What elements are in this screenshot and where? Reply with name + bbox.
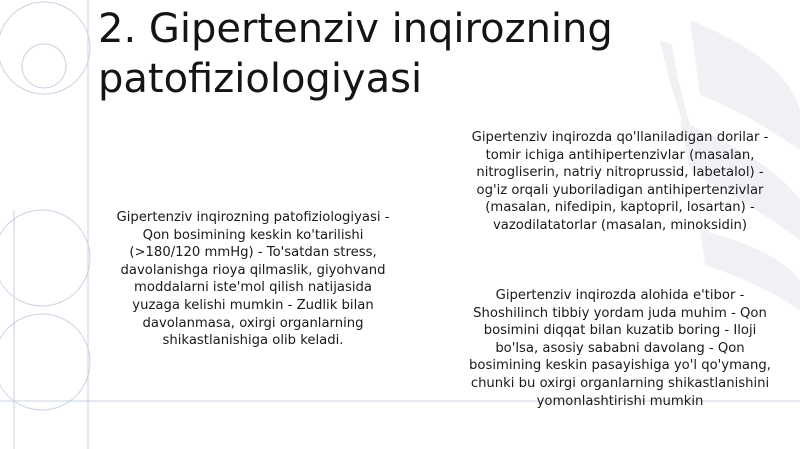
text-block-special-attention: Gipertenziv inqirozda alohida e'tibor - Shoshilinch tibbiy yordam juda muhim - Qon bosimini diqqat bilan kuzatib boring - Iloji bo'lsa, asosiy sababni davolang - Qon bosimining keskin pasayishiga yo'l qo'ymang, chunki bu oxirgi organlarning shikastlanishini yomonlashtirishi mumkin (469, 288, 771, 409)
deco-circle-small (22, 44, 66, 88)
text-block-pathophysiology: Gipertenziv inqirozning patofiziologiyasi - Qon bosimining keskin ko'tarilishi (>180/120 mmHg) - To'satdan stress, davolanishga rioya qilmaslik, giyohvand moddalarni iste'mol qilish natijasida yuzaga kelishi mumkin - Zudlik bilan davolanmasa, oxirgi organlarning shikastlanishiga olib keladi. (116, 210, 390, 349)
text-block-medications: Gipertenziv inqirozda qo'llaniladigan dorilar - tomir ichiga antihipertenzivlar (masalan, nitrogliserin, natriy nitroprussid, labetalol) - og'iz orqali yuboriladigan antihipertenzivlar (masalan, nifedipin, kaptopril, losartan) - vazodilatatorlar (masalan, minoksidin) (471, 130, 769, 233)
slide-title: 2. Gipertenziv inqirozning patofiziologiyasi (98, 6, 613, 102)
deco-circle-large (0, 2, 90, 94)
